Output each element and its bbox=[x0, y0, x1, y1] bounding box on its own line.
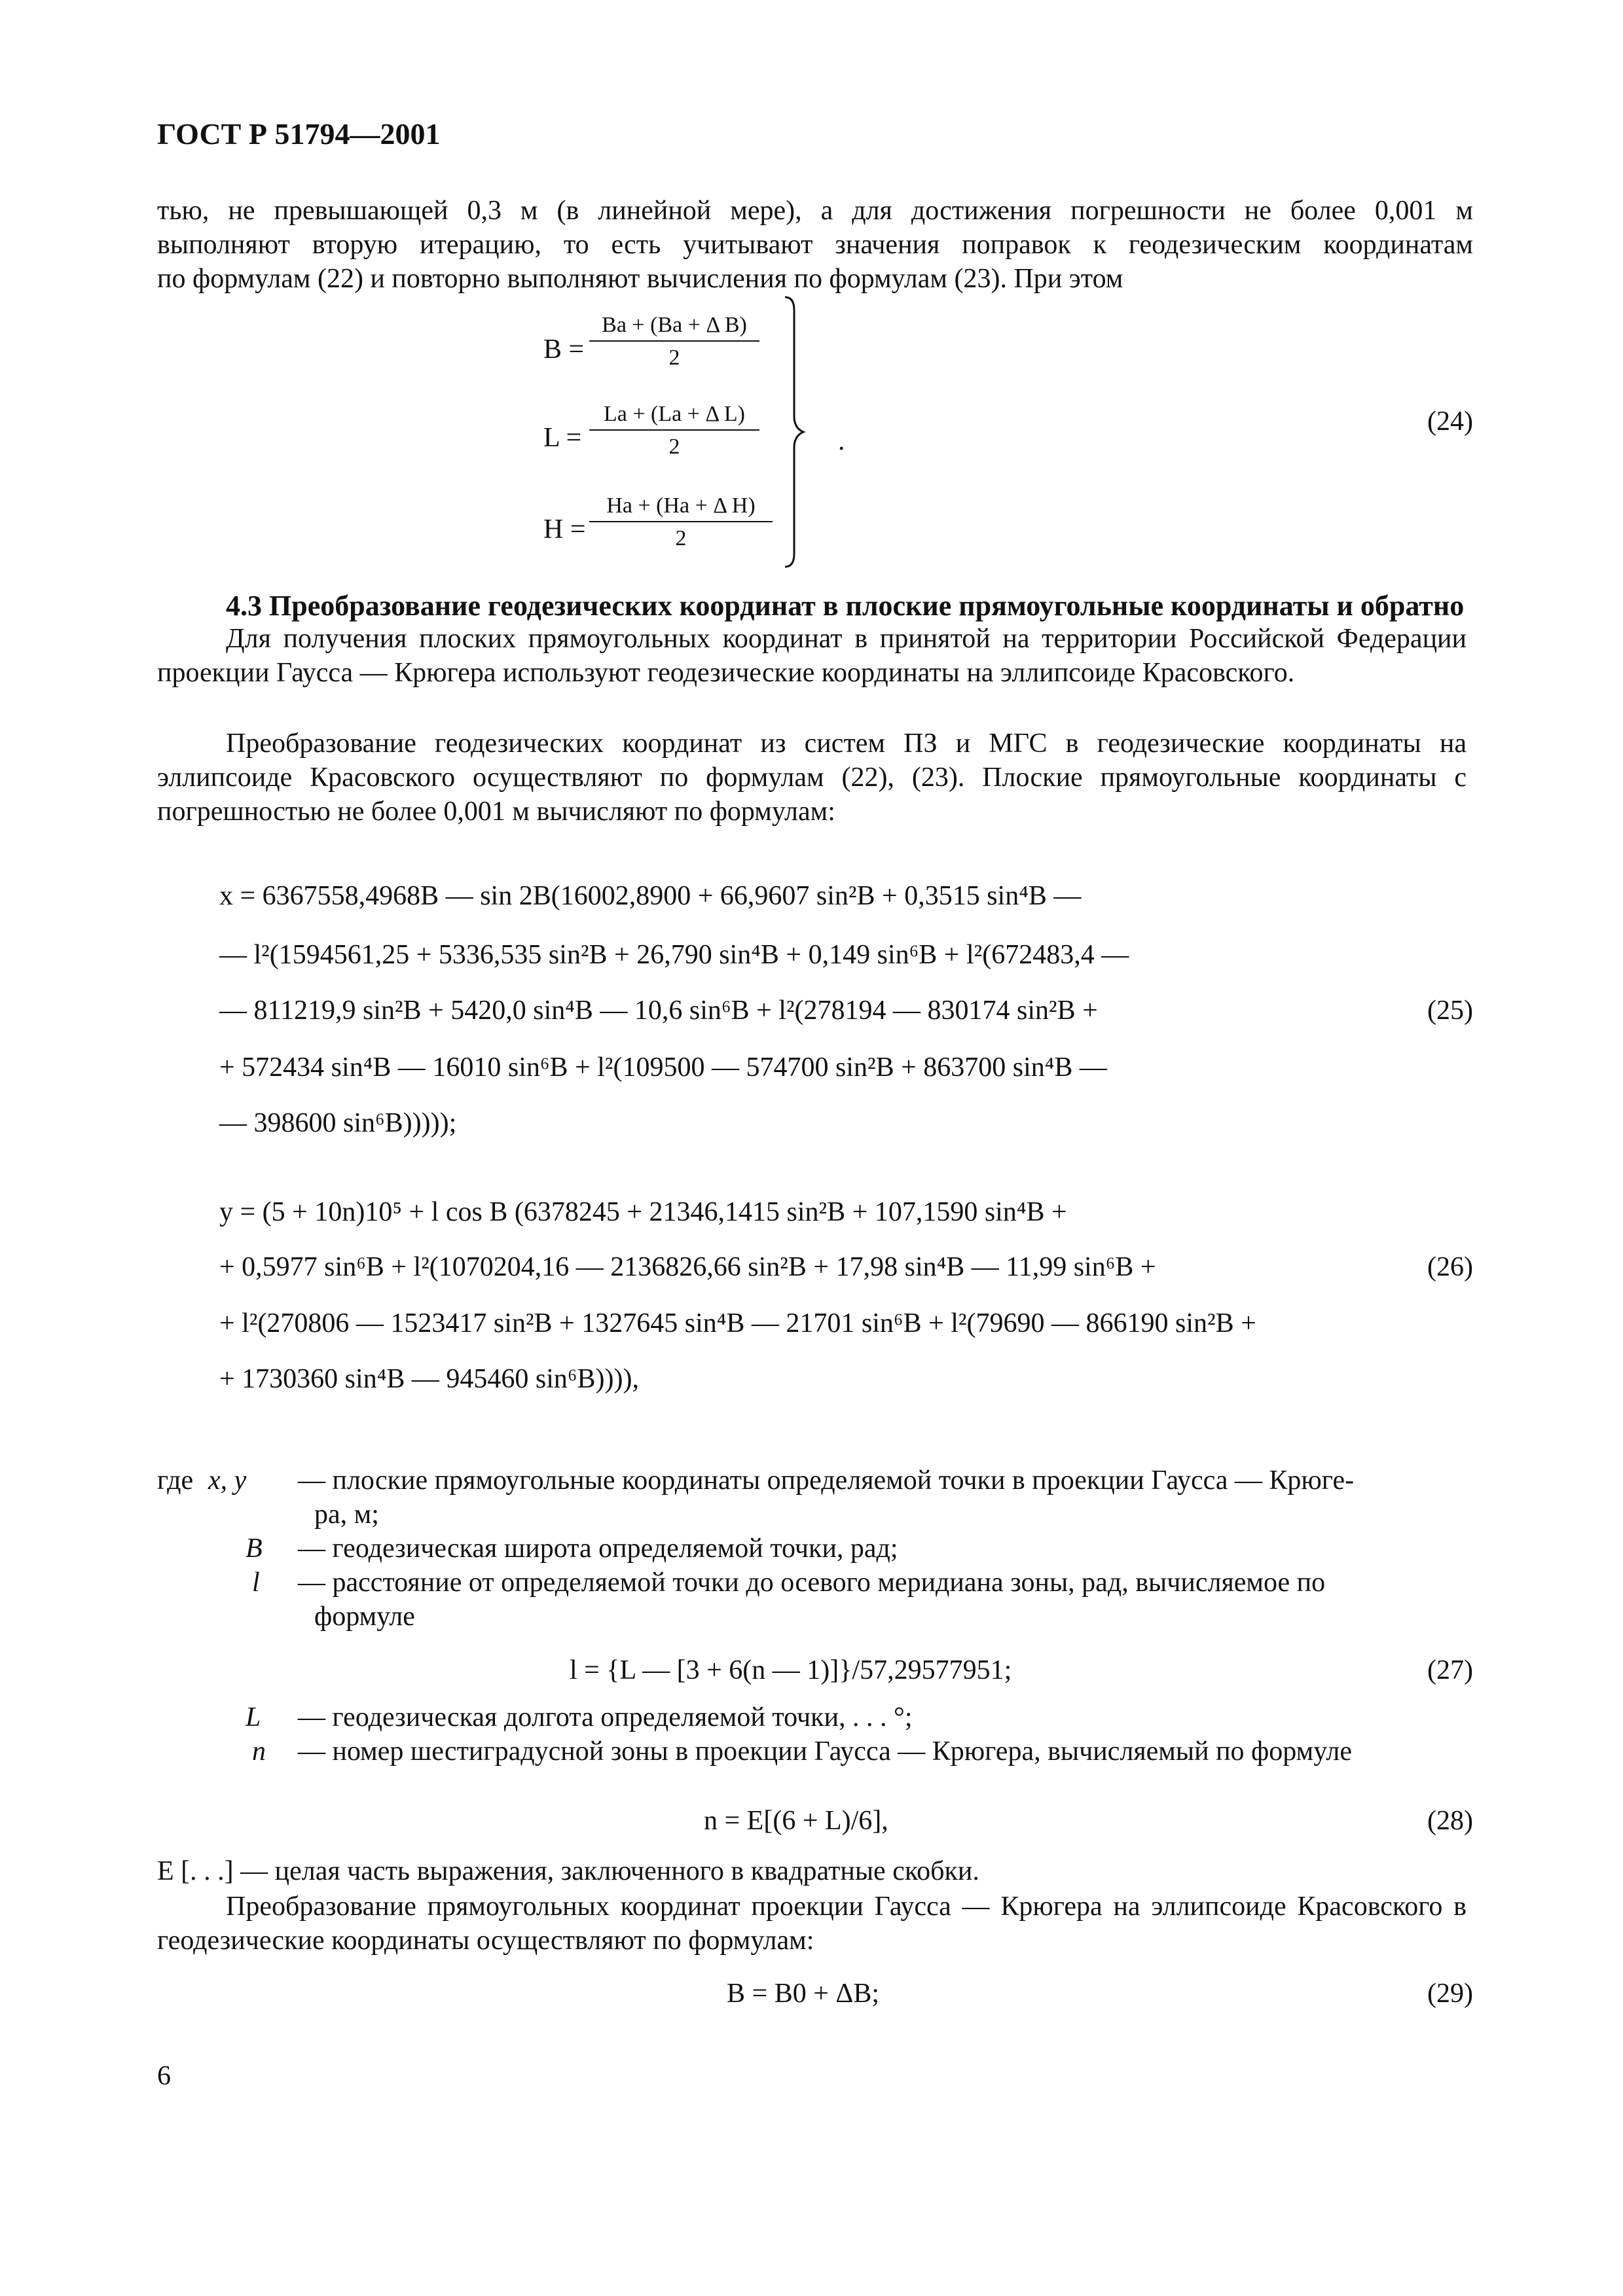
eq29-number: (29) bbox=[1427, 1979, 1473, 2009]
definition-n-symbol: n bbox=[252, 1736, 266, 1767]
eq24-fraction-h bbox=[589, 493, 773, 551]
eq25-line-4: + 572434 sin⁴B — 16010 sin⁶B + l²(109500 — 574700 sin²B + 863700 sin⁴B — bbox=[219, 1052, 1107, 1083]
definition-xy-text-2: ра, м; bbox=[314, 1499, 379, 1530]
eq25-line-2: — l²(1594561,25 + 5336,535 sin²B + 26,790 sin⁴B + 0,149 sin⁶B + l²(672483,4 — bbox=[219, 940, 1129, 970]
eq28-number: (28) bbox=[1427, 1806, 1473, 1836]
section-paragraph-2: Преобразование геодезических координат из систем ПЗ и МГС в геодезические координаты на эллипсоиде Красовского осуществляют по формулам (22), (23). Плоские прямоугольные координаты с погрешностью не более 0,001 м вычисляют по формулам: bbox=[157, 728, 1467, 827]
closing-paragraph: Преобразование прямоугольных координат проекции Гаусса — Крюгера на эллипсоиде Красовского в геодезические координаты осуществляют по формулам: bbox=[157, 1892, 1467, 1956]
page-number: 6 bbox=[157, 2061, 171, 2091]
eq26-line-4: + 1730360 sin⁴B — 945460 sin⁶B)))), bbox=[219, 1364, 639, 1394]
definition-xy-symbol: x, y bbox=[208, 1465, 247, 1496]
eq24-fraction-l bbox=[589, 402, 759, 459]
eq25-line-3: — 811219,9 sin²B + 5420,0 sin⁴B — 10,6 sin⁶B + l²(278194 — 830174 sin²B + bbox=[219, 996, 1098, 1026]
intro-line-3: по формулам (22) и повторно выполняют вычисления по формулам (23). При этом bbox=[157, 264, 1123, 294]
equation-29 bbox=[727, 1978, 879, 2009]
definition-l-text-2: формуле bbox=[314, 1602, 415, 1632]
eq24-numerator-b: Ba + (Ba + Δ B) bbox=[589, 313, 759, 342]
definition-b-symbol: B bbox=[246, 1534, 263, 1564]
eq26-line-1: y = (5 + 10n)10⁵ + l cos B (6378245 + 21346,1415 sin²B + 107,1590 sin⁴B + bbox=[219, 1197, 1067, 1227]
definition-E-text: E [. . .] — целая часть выражения, заключенного в квадратные скобки. bbox=[157, 1856, 979, 1886]
definition-xy-text-1: — плоские прямоугольные координаты определяемой точки в проекции Гаусса — Крюге- bbox=[298, 1465, 1355, 1496]
eq24-denominator-h: 2 bbox=[675, 526, 687, 550]
eq24-lhs-b: B = bbox=[543, 334, 585, 365]
eq24-right-brace bbox=[782, 295, 809, 569]
intro-line-2: выполняют вторую итерацию, то есть учитывают значения поправок к геодезическим координатам bbox=[157, 230, 1473, 260]
definitions-where: где bbox=[157, 1465, 194, 1496]
eq27-number: (27) bbox=[1427, 1655, 1473, 1685]
eq26-number: (26) bbox=[1427, 1252, 1473, 1282]
eq24-lhs-l: L = bbox=[543, 423, 582, 453]
section-paragraph-1: Для получения плоских прямоугольных координат в принятой на территории Российской Федерации проекции Гаусса — Крюгера используют геодезические координаты на эллипсоиде Красовского. bbox=[157, 624, 1467, 688]
eq26-line-3: + l²(270806 — 1523417 sin²B + 1327645 sin⁴B — 21701 sin⁶B + l²(79690 — 866190 sin²B + bbox=[219, 1308, 1256, 1338]
eq24-denominator-l: 2 bbox=[668, 435, 680, 459]
equation-27: l = {L — [3 + 6(n — 1)]}/57,29577951; bbox=[570, 1655, 1012, 1685]
definition-l-symbol: l bbox=[252, 1568, 260, 1598]
eq25-line-1: x = 6367558,4968B — sin 2B(16002,8900 + 66,9607 sin²B + 0,3515 sin⁴B — bbox=[219, 881, 1082, 911]
definition-n-text: — номер шестиградусной зоны в проекции Гаусса — Крюгера, вычисляемый по формуле bbox=[298, 1736, 1352, 1767]
definition-l-text-1: — расстояние от определяемой точки до осевого меридиана зоны, рад, вычисляемое по bbox=[298, 1568, 1326, 1598]
eq29-formula: B = B0 + ΔB; bbox=[727, 1979, 880, 2009]
eq25-line-5: — 398600 sin⁶B))))); bbox=[219, 1108, 457, 1138]
eq26-line-2: + 0,5977 sin⁶B + l²(1070204,16 — 2136826,66 sin²B + 17,98 sin⁴B — 11,99 sin⁶B + bbox=[219, 1252, 1156, 1282]
equation-28: n = E[(6 + L)/6], bbox=[704, 1806, 888, 1836]
eq24-fraction-b bbox=[589, 313, 759, 370]
definition-L-symbol: L bbox=[246, 1702, 261, 1732]
eq25-number: (25) bbox=[1427, 996, 1473, 1026]
document-header: ГОСТ Р 51794—2001 bbox=[157, 117, 441, 151]
definition-L-text: — геодезическая долгота определяемой точки, . . . °; bbox=[298, 1702, 913, 1732]
eq24-lhs-h: H = bbox=[543, 514, 586, 545]
section-heading: 4.3 Преобразование геодезических координат в плоские прямоугольные координаты и обратно bbox=[226, 590, 1465, 622]
intro-line-1: тью, не превышающей 0,3 м (в линейной мере), а для достижения погрешности не более 0,001 м bbox=[157, 196, 1473, 226]
definition-b-text: — геодезическая широта определяемой точки, рад; bbox=[298, 1534, 898, 1564]
eq24-numerator-l: La + (La + Δ L) bbox=[589, 402, 759, 431]
eq24-number: (24) bbox=[1427, 406, 1473, 437]
eq24-numerator-h: Ha + (Ha + Δ H) bbox=[589, 493, 773, 522]
eq24-dot: . bbox=[838, 426, 845, 456]
eq24-denominator-b: 2 bbox=[668, 346, 680, 370]
